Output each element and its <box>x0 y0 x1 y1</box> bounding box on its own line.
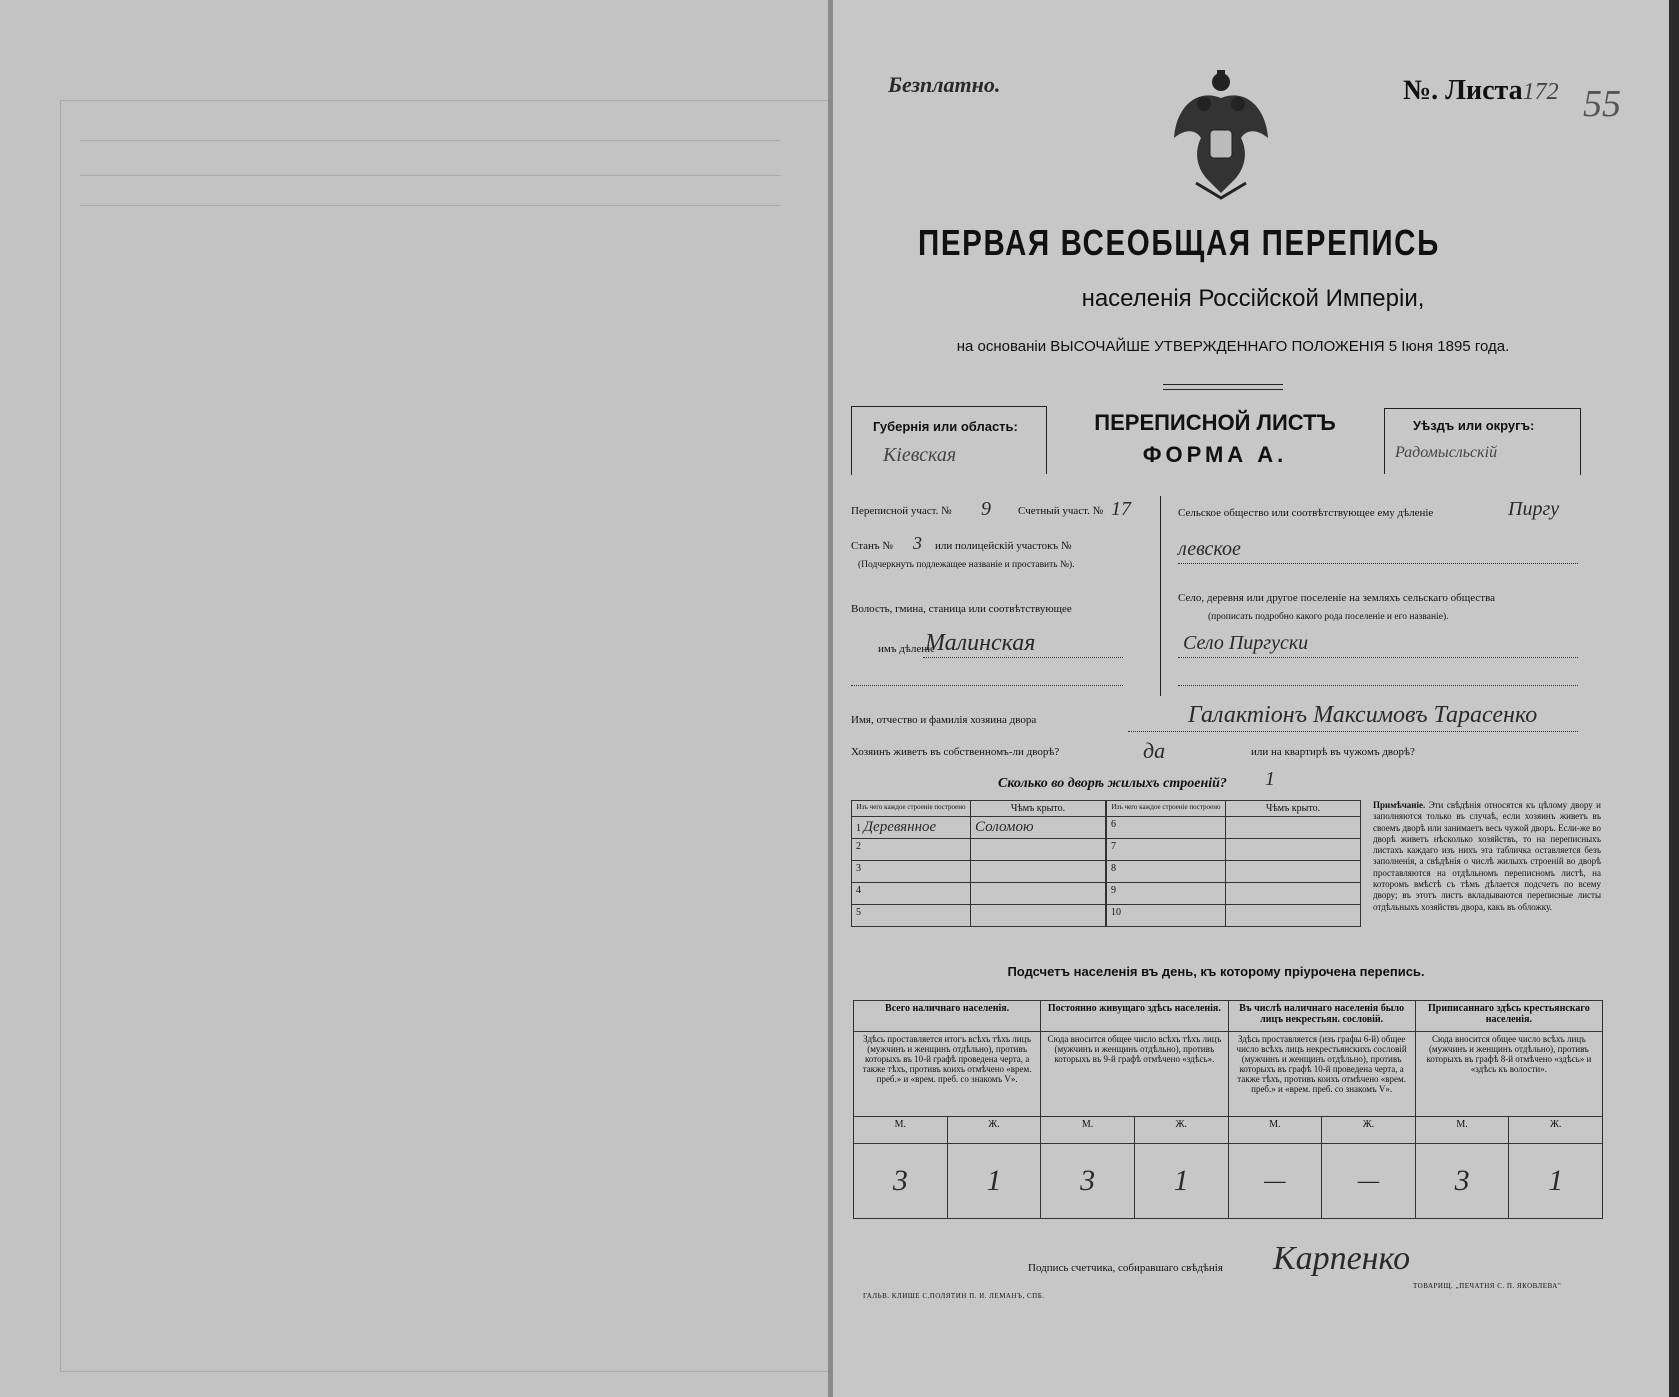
roof-cell <box>1226 905 1361 927</box>
owner-label: Имя, отчество и фамилія хозяина двора <box>851 714 1037 726</box>
row-number: 1 <box>856 823 861 834</box>
free-label: Безплатно. <box>888 72 1001 97</box>
gubernia-label: Губернія или область: <box>873 419 1018 434</box>
value-total-male: 3 <box>854 1144 948 1219</box>
col-permanent: Постоянно живущаго здѣсь населенія. <box>1041 1001 1228 1032</box>
society-value-2: левское <box>1178 538 1241 560</box>
village-line-2 <box>1178 684 1578 686</box>
volost-line <box>923 656 1123 658</box>
own-yard-value: да <box>1143 738 1166 763</box>
desc-non-peasant: Здѣсь проставляется (изъ графы 6-й) общее число всѣхъ лицъ некрестьянскихъ сословій (мужчинъ и женщинъ отдѣльно), противъ которыхъ въ графѣ 10-й проведена черта, а также тѣхъ, противъ коихъ отмѣчено «врем. преб.» и «врем. преб. со знакомъ V». <box>1228 1032 1415 1117</box>
table-row <box>1107 839 1361 861</box>
society-line <box>1178 562 1578 564</box>
roof-cell <box>971 883 1106 905</box>
volost-label: Волость, гмина, станица или соотвѣтствующее <box>851 603 1072 615</box>
counting-district-value: 17 <box>1111 498 1131 520</box>
row-number: 3 <box>852 861 971 883</box>
row-number: 2 <box>852 839 971 861</box>
material-cell: Деревянное <box>863 819 937 835</box>
count-title-row <box>854 1001 1603 1032</box>
owner-value: Галактіонъ Максимовъ Тарасенко <box>1188 702 1538 728</box>
stan-value: 3 <box>913 533 922 553</box>
count-desc-row <box>854 1032 1603 1117</box>
row-number: 4 <box>852 883 971 905</box>
table-row <box>1107 905 1361 927</box>
gubernia-value: Кіевская <box>883 444 957 466</box>
rent-label: или на квартирѣ въ чужомъ дворѣ? <box>1251 746 1415 758</box>
col-roof: Чѣмъ крыто. <box>1226 801 1361 817</box>
female-label: Ж. <box>947 1117 1041 1144</box>
female-label: Ж. <box>1322 1117 1416 1144</box>
bleed-through-line <box>80 140 780 141</box>
bleed-through-frame <box>60 100 832 1372</box>
col-roof: Чѣмъ крыто. <box>971 801 1106 817</box>
imperial-eagle-emblem <box>1166 68 1276 200</box>
table-row <box>852 905 1106 927</box>
census-district-label: Переписной участ. № <box>851 505 952 517</box>
buildings-table-right <box>1106 800 1361 927</box>
volost-value: Малинская <box>925 630 1036 656</box>
col-non-peasant: Въ числѣ наличнаго населенія было лицъ некрестьян. сословій. <box>1228 1001 1415 1032</box>
roof-cell <box>1226 861 1361 883</box>
sheet-number-value: 172 <box>1522 79 1559 105</box>
census-sheet-page <box>833 0 1669 1397</box>
count-value-row <box>854 1144 1603 1219</box>
value-non-peasant-female: — <box>1322 1144 1416 1219</box>
col-total-present: Всего наличнаго населенія. <box>854 1001 1041 1032</box>
counting-district-label: Счетный участ. № <box>1018 505 1104 517</box>
census-subtitle: населенія Россійской Имперіи, <box>1081 285 1425 312</box>
note-label: Примѣчаніе. <box>1373 800 1426 810</box>
signature-label: Подпись счетчика, собиравшаго свѣдѣнія <box>1028 1262 1223 1274</box>
uezd-label: Уѣздъ или округъ: <box>1413 418 1535 433</box>
bleed-through-line <box>80 175 780 176</box>
signature-value: Карпенко <box>1273 1240 1411 1277</box>
roof-cell <box>971 861 1106 883</box>
police-district-label: или полицейскій участокъ № <box>935 540 1072 552</box>
left-page <box>0 0 830 1397</box>
table-row <box>1107 861 1361 883</box>
ornament-divider <box>1163 384 1283 390</box>
table-row <box>852 883 1106 905</box>
row-number: 7 <box>1107 839 1226 861</box>
village-value: Село Пиргуски <box>1183 632 1309 654</box>
printer-mark-left: ГАЛЬВ. КЛИШЕ С.ПОЛЯТИН П. И. ЛЕМАНЪ, СПБ. <box>863 1292 1045 1300</box>
buildings-value: 1 <box>1265 768 1275 790</box>
row-number: 6 <box>1107 817 1226 839</box>
printer-mark-right: ТОВАРИЩ. „ПЕЧАТНЯ С. П. ЯКОВЛЕВА" <box>1413 1282 1562 1290</box>
stan-label: Станъ № <box>851 540 893 552</box>
buildings-table-left <box>851 800 1106 927</box>
table-row <box>1107 817 1361 839</box>
male-label: М. <box>1228 1117 1322 1144</box>
table-row <box>852 861 1106 883</box>
row-number: 10 <box>1107 905 1226 927</box>
note-block <box>1373 800 1601 913</box>
count-heading: Подсчетъ населенія въ день, къ которому пріурочена перепись. <box>1007 964 1425 979</box>
volost-label-2: имъ дѣленіе <box>878 643 936 655</box>
col-material: Изъ чего каждое строеніе построено <box>1107 801 1226 817</box>
village-label: Село, деревня или другое поселеніе на земляхъ сельскаго общества <box>1178 592 1496 604</box>
roof-cell <box>971 839 1106 861</box>
male-label: М. <box>1415 1117 1509 1144</box>
male-label: М. <box>1041 1117 1135 1144</box>
value-permanent-male: 3 <box>1041 1144 1135 1219</box>
sheet-number-label-text: №. Листа <box>1403 75 1523 106</box>
count-sex-row <box>854 1117 1603 1144</box>
population-count-table <box>853 1000 1603 1219</box>
col-registered-peasant: Приписаннаго здѣсь крестьянскаго населенія. <box>1415 1001 1602 1032</box>
owner-line <box>1128 730 1578 732</box>
village-line <box>1178 656 1578 658</box>
village-note: (прописать подробно какого рода поселеніе и его названіе). <box>1208 612 1449 622</box>
row-number: 9 <box>1107 883 1226 905</box>
own-yard-label: Хозяинъ живетъ въ собственномъ-ли дворѣ? <box>851 746 1060 758</box>
buildings-label: Сколько во дворѣ жилыхъ строеній? <box>998 776 1227 791</box>
uezd-value: Радомысльскій <box>1395 444 1498 461</box>
sheet-number-label <box>1403 75 1559 107</box>
roof-cell: Соломою <box>971 817 1106 839</box>
roof-cell <box>971 905 1106 927</box>
underline-note: (Подчеркнуть подлежащее названіе и проставить №). <box>858 560 1075 570</box>
sheet-title: ПЕРЕПИСНОЙ ЛИСТЪ <box>1094 410 1336 435</box>
row-number: 5 <box>852 905 971 927</box>
desc-total-present: Здѣсь проставляется итогъ всѣхъ тѣхъ лицъ (мужчинъ и женщинъ отдѣльно), противъ которыхъ въ 10-й графѣ проведена черта, а также тѣхъ, противъ коихъ отмѣчено «врем. преб.» и «врем. преб. со знакомъ V». <box>854 1032 1041 1117</box>
roof-cell <box>1226 817 1361 839</box>
note-text: Эти свѣдѣнія относятся къ цѣлому двору и заполняются только въ случаѣ, если хозяинъ живетъ въ своемъ дворѣ или занимаетъ весь чужой дворъ. Если-же во дворѣ живетъ нѣсколько хозяйствъ, то на переписныхъ листахъ каждаго изъ нихъ эта табличка оставляется безъ заполненія, а свѣдѣнія о числѣ жилыхъ строеній во дворѣ проставляются на отдѣльномъ переписномъ листѣ, на которомъ вмѣстѣ съ тѣмъ дѣлается подсчетъ по всему двору; въ этотъ листъ вкладываются переписные листы отдѣльныхъ хозяйствъ двора, какъ въ обложку. <box>1373 800 1601 912</box>
table-header-row <box>852 801 1106 817</box>
volost-line-2 <box>851 684 1123 686</box>
value-registered-male: 3 <box>1415 1144 1509 1219</box>
value-total-female: 1 <box>947 1144 1041 1219</box>
form-name: ФОРМА А. <box>1142 442 1288 467</box>
female-label: Ж. <box>1509 1117 1603 1144</box>
desc-registered-peasant: Сюда вносится общее число всѣхъ лицъ (мужчинъ и женщинъ отдѣльно), противъ которыхъ въ графѣ 8-й отмѣчено «здѣсь» и «здѣсь къ волости». <box>1415 1032 1602 1117</box>
society-value: Пиргу <box>1508 498 1560 520</box>
table-row <box>1107 883 1361 905</box>
value-registered-female: 1 <box>1509 1144 1603 1219</box>
table-row <box>852 839 1106 861</box>
society-label: Сельское общество или соотвѣтствующее ему дѣленіе <box>1178 507 1434 519</box>
desc-permanent: Сюда вносится общее число всѣхъ тѣхъ лицъ (мужчинъ и женщинъ отдѣльно), противъ которыхъ въ 9-й графѣ отмѣчено «здѣсь». <box>1041 1032 1228 1117</box>
table-header-row <box>1107 801 1361 817</box>
archive-page-number: 55 <box>1583 83 1621 125</box>
female-label: Ж. <box>1134 1117 1228 1144</box>
census-basis: на основаніи ВЫСОЧАЙШЕ УТВЕРЖДЕННАГО ПОЛОЖЕНІЯ 5 Іюня 1895 года. <box>956 338 1510 355</box>
table-row <box>852 817 1106 839</box>
value-non-peasant-male: — <box>1228 1144 1322 1219</box>
male-label: М. <box>854 1117 948 1144</box>
col-material: Изъ чего каждое строеніе построено <box>852 801 971 817</box>
column-divider <box>1160 496 1161 696</box>
value-permanent-female: 1 <box>1134 1144 1228 1219</box>
roof-cell <box>1226 839 1361 861</box>
row-number: 8 <box>1107 861 1226 883</box>
census-district-value: 9 <box>981 498 991 520</box>
bleed-through-line <box>80 205 780 206</box>
census-title: ПЕРВАЯ ВСЕОБЩАЯ ПЕРЕПИСЬ <box>918 222 1441 263</box>
roof-cell <box>1226 883 1361 905</box>
